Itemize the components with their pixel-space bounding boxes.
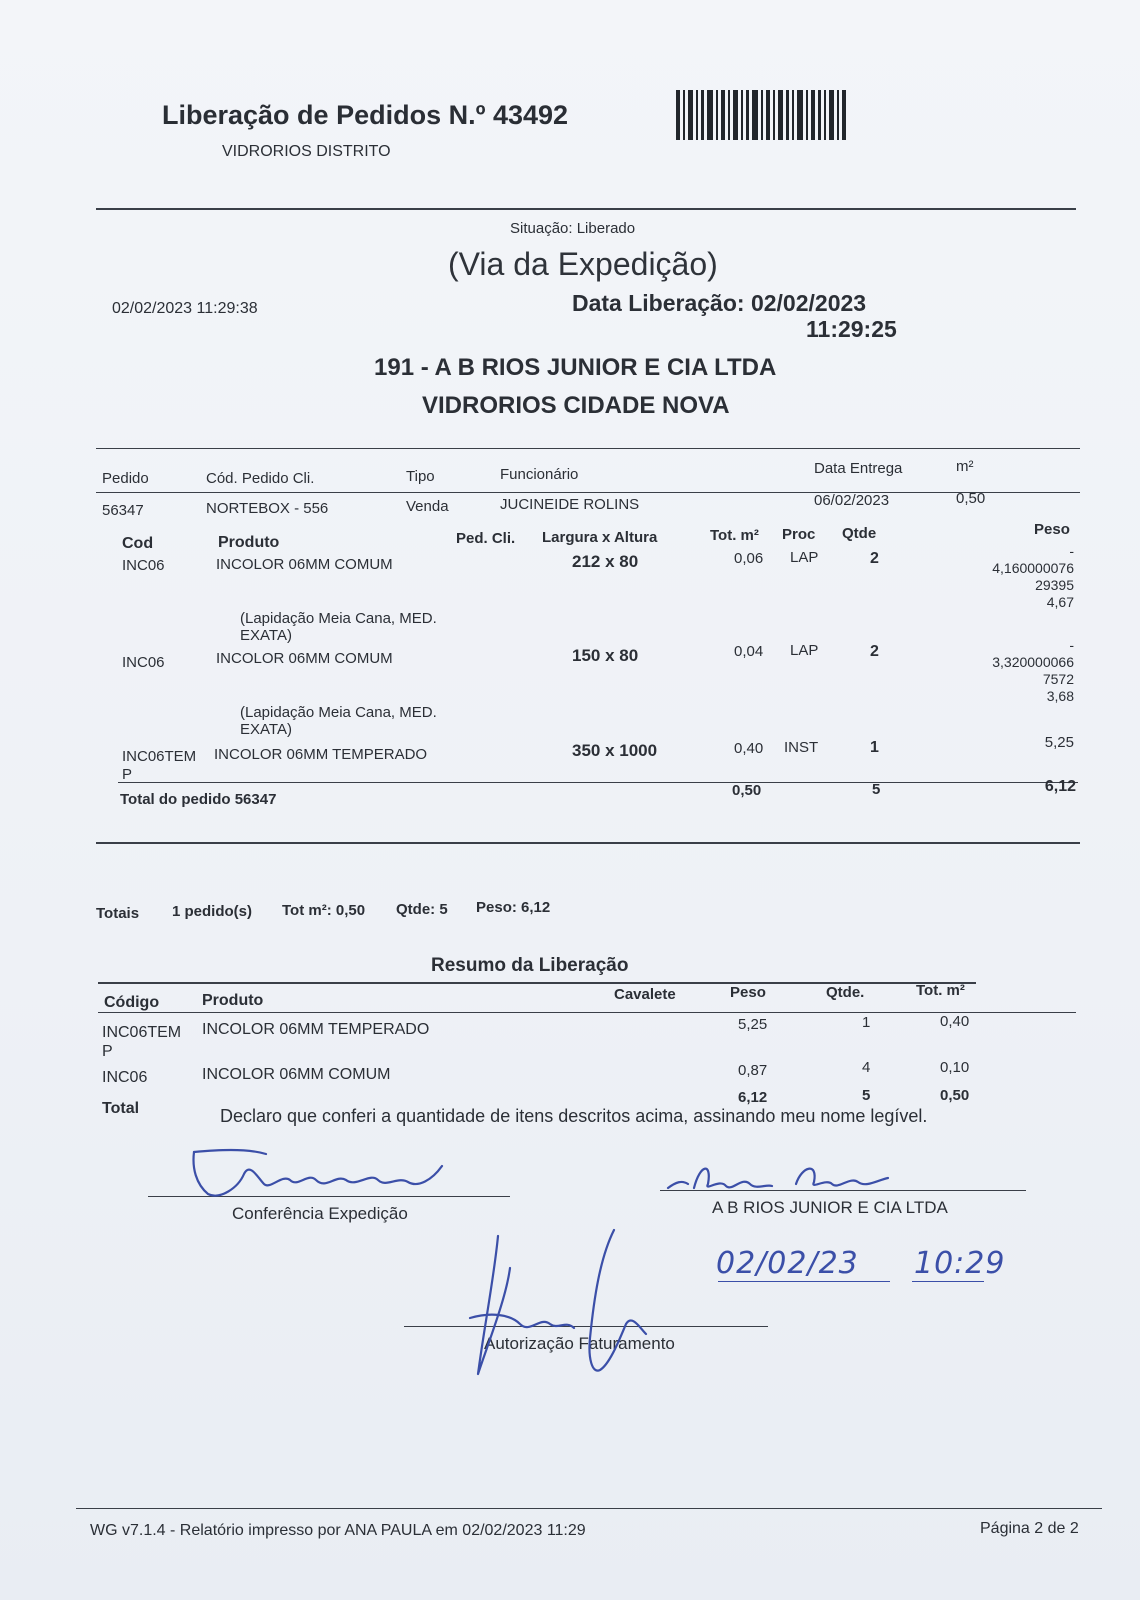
resumo-total-label: Total (102, 1100, 140, 1117)
resumo-total-m2: 0,50 (940, 1087, 970, 1104)
order-total-m2: 0,50 (732, 782, 762, 799)
item-cod: INC06 (122, 654, 165, 671)
print-datetime: 02/02/2023 11:29:38 (112, 300, 258, 317)
item-peso (992, 543, 1074, 611)
signature-handwriting (186, 1144, 456, 1204)
handwritten-underline (912, 1281, 984, 1282)
client-signature-label: A B RIOS JUNIOR E CIA LTDA (712, 1198, 948, 1217)
col-largura-altura: Largura x Altura (542, 529, 658, 546)
resumo-qtde: 1 (862, 1014, 871, 1031)
col-tot-m2: Tot. m² (710, 527, 759, 544)
item-cod: INC06 (122, 557, 165, 574)
resumo-tot-m2: 0,40 (940, 1013, 970, 1030)
item-note (240, 610, 437, 644)
autorizacao-label: Autorização Faturamento (484, 1334, 675, 1353)
totais-pedidos: 1 pedido(s) (172, 903, 253, 920)
peso-line: 29395 (1035, 577, 1074, 593)
divider (96, 208, 1076, 210)
funcionario-value: JUCINEIDE ROLINS (500, 496, 640, 513)
totais-qtde: Qtde: 5 (396, 901, 448, 918)
resumo-peso: 0,87 (738, 1062, 768, 1079)
resumo-col-peso: Peso (730, 984, 766, 1001)
client-name: 191 - A B RIOS JUNIOR E CIA LTDA (374, 354, 777, 381)
col-proc: Proc (782, 526, 816, 543)
pedido-value: 56347 (102, 502, 144, 519)
note-line: EXATA) (240, 627, 292, 644)
peso-line: - (1069, 637, 1074, 653)
item-proc: LAP (790, 549, 819, 566)
item-peso: 5,25 (1044, 734, 1074, 751)
note-line: (Lapidação Meia Cana, MED. (240, 704, 437, 721)
footer-printed-by: WG v7.1.4 - Relatório impresso por ANA PAULA em 02/02/2023 11:29 (90, 1522, 586, 1539)
item-qtde: 2 (870, 643, 879, 660)
handwritten-underline (718, 1281, 890, 1282)
codigo-line: INC06TEM (102, 1024, 182, 1041)
totais-label: Totais (96, 905, 140, 922)
resumo-peso: 5,25 (738, 1016, 768, 1033)
peso-line: 3,320000066 (992, 654, 1074, 670)
cod-line: P (122, 766, 133, 783)
divider (118, 782, 1078, 783)
resumo-col-codigo: Código (104, 994, 160, 1011)
divider (96, 842, 1080, 844)
resumo-produto: INCOLOR 06MM COMUM (202, 1066, 391, 1083)
resumo-tot-m2: 0,10 (940, 1059, 970, 1076)
col-m2: m² (956, 458, 974, 475)
col-funcionario: Funcionário (500, 466, 579, 483)
resumo-col-qtde: Qtde. (826, 984, 865, 1001)
data-liberacao-date: 02/02/2023 (750, 290, 867, 316)
col-cod-pedido-cli: Cód. Pedido Cli. (206, 470, 315, 487)
company-name: VIDRORIOS DISTRITO (222, 143, 391, 160)
footer-page-number: Página 2 de 2 (980, 1520, 1079, 1537)
item-produto: INCOLOR 06MM COMUM (216, 650, 393, 667)
note-line: (Lapidação Meia Cana, MED. (240, 610, 437, 627)
col-peso: Peso (1034, 521, 1070, 538)
peso-line: 4,160000076 (992, 560, 1074, 576)
handwritten-time: 10:29 (914, 1246, 1006, 1281)
col-qtde: Qtde (842, 525, 877, 542)
col-tipo: Tipo (406, 468, 435, 485)
signature-handwriting (450, 1228, 680, 1378)
item-note (240, 704, 437, 738)
cod-pedido-cli-value: NORTEBOX - 556 (206, 500, 329, 517)
item-cod (122, 748, 196, 784)
resumo-total-peso: 6,12 (738, 1089, 768, 1106)
item-peso (992, 637, 1074, 705)
via-title: (Via da Expedição) (448, 246, 718, 282)
barcode-icon (676, 90, 850, 140)
item-qtde: 2 (870, 550, 879, 567)
footer-divider (76, 1508, 1102, 1509)
peso-line: 3,68 (1046, 688, 1074, 704)
item-tot-m2: 0,40 (734, 740, 764, 757)
resumo-col-cavalete: Cavalete (614, 986, 676, 1003)
peso-line: 4,67 (1046, 594, 1074, 610)
col-ped-cli: Ped. Cli. (456, 530, 516, 547)
order-total-label: Total do pedido 56347 (120, 791, 277, 808)
item-proc: LAP (790, 642, 819, 659)
item-produto: INCOLOR 06MM TEMPERADO (214, 746, 428, 763)
totais-m2: Tot m²: 0,50 (282, 902, 366, 919)
divider (96, 448, 1080, 449)
client-store: VIDRORIOS CIDADE NOVA (422, 392, 730, 419)
peso-line: - (1069, 543, 1074, 559)
item-proc: INST (784, 739, 819, 756)
item-tot-m2: 0,06 (734, 550, 764, 567)
resumo-col-tot-m2: Tot. m² (916, 982, 965, 999)
signature-handwriting (664, 1158, 904, 1194)
resumo-total-qtde: 5 (862, 1087, 871, 1104)
situacao-label: Situação: Liberado (510, 220, 636, 237)
note-line: EXATA) (240, 721, 292, 738)
data-liberacao-label: Data Liberação: (572, 290, 745, 316)
resumo-col-produto: Produto (202, 992, 264, 1009)
divider (98, 1012, 1076, 1013)
totais-peso: Peso: 6,12 (476, 899, 551, 916)
col-data-entrega: Data Entrega (814, 460, 903, 477)
data-liberacao (572, 290, 866, 317)
order-total-peso: 6,12 (1044, 778, 1076, 795)
declaration-text: Declaro que conferi a quantidade de itens descritos acima, assinando meu nome legível. (220, 1106, 928, 1126)
peso-line: 7572 (1042, 671, 1074, 687)
m2-value: 0,50 (956, 490, 986, 507)
order-total-qtde: 5 (872, 781, 881, 798)
tipo-value: Venda (406, 498, 449, 515)
item-qtde: 1 (870, 739, 879, 756)
col-cod: Cod (122, 535, 154, 552)
data-entrega-value: 06/02/2023 (814, 492, 890, 509)
resumo-title: Resumo da Liberação (431, 955, 629, 976)
item-dims: 350 x 1000 (572, 741, 658, 760)
resumo-codigo (102, 1023, 181, 1061)
item-produto: INCOLOR 06MM COMUM (216, 556, 393, 573)
resumo-qtde: 4 (862, 1059, 871, 1076)
divider (96, 492, 1080, 493)
cod-line: INC06TEM (122, 748, 197, 765)
resumo-codigo: INC06 (102, 1069, 148, 1086)
handwritten-date: 02/02/23 (716, 1246, 859, 1281)
data-liberacao-time: 11:29:25 (806, 316, 897, 342)
report-title: Liberação de Pedidos N.º 43492 (162, 100, 569, 130)
codigo-line: P (102, 1043, 113, 1060)
item-tot-m2: 0,04 (734, 643, 764, 660)
conferencia-label: Conferência Expedição (232, 1204, 408, 1223)
item-dims: 150 x 80 (572, 646, 639, 665)
col-pedido: Pedido (102, 470, 149, 487)
resumo-produto: INCOLOR 06MM TEMPERADO (202, 1021, 430, 1038)
col-produto: Produto (218, 534, 280, 551)
item-dims: 212 x 80 (572, 552, 639, 571)
